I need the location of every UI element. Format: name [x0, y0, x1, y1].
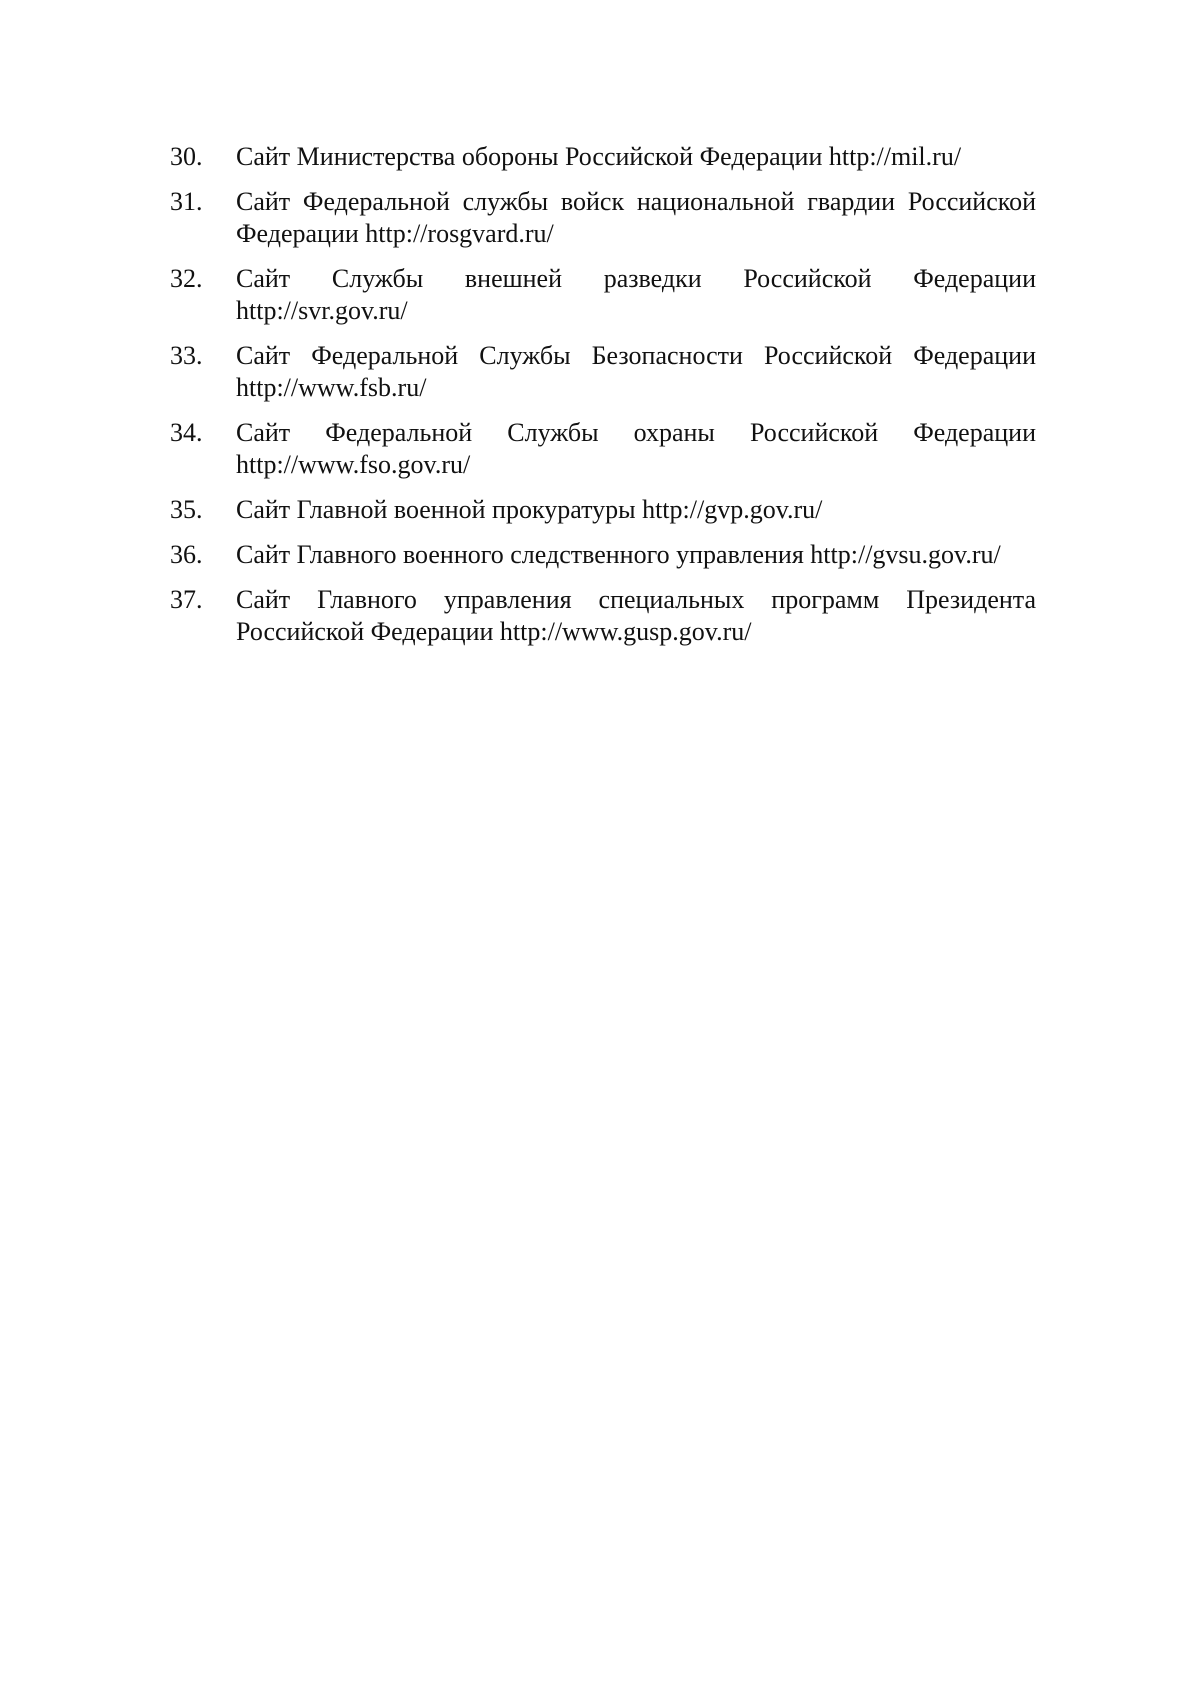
- item-number: 34.: [170, 418, 203, 447]
- list-item: [170, 263, 1036, 327]
- item-text: Сайт Главного управления специальных программ Президента Российской Федерации http://www.gusp.gov.ru/: [236, 585, 1036, 646]
- item-text: Сайт Службы внешней разведки Российской Федерации http://svr.gov.ru/: [236, 264, 1036, 325]
- item-number: 31.: [170, 187, 203, 216]
- list-item: [170, 494, 1036, 526]
- list-item: [170, 141, 1036, 173]
- item-text: Сайт Федеральной службы войск национальной гвардии Российской Федерации http://rosgvard.ru/: [236, 187, 1036, 248]
- item-number: 37.: [170, 585, 203, 614]
- item-text: Сайт Федеральной Службы Безопасности Российской Федерации http://www.fsb.ru/: [236, 341, 1036, 402]
- item-number: 32.: [170, 264, 203, 293]
- list-item: [170, 584, 1036, 648]
- item-number: 35.: [170, 495, 203, 524]
- item-text: Сайт Главного военного следственного управления http://gvsu.gov.ru/: [236, 540, 1001, 569]
- item-text: Сайт Министерства обороны Российской Федерации http://mil.ru/: [236, 142, 962, 171]
- list-item: [170, 539, 1036, 571]
- item-number: 30.: [170, 142, 203, 171]
- list-item: [170, 186, 1036, 250]
- reference-list: [170, 141, 1036, 661]
- item-text: Сайт Федеральной Службы охраны Российской Федерации http://www.fso.gov.ru/: [236, 418, 1036, 479]
- list-item: [170, 340, 1036, 404]
- item-text: Сайт Главной военной прокуратуры http://gvp.gov.ru/: [236, 495, 823, 524]
- item-number: 36.: [170, 540, 203, 569]
- list-item: [170, 417, 1036, 481]
- item-number: 33.: [170, 341, 203, 370]
